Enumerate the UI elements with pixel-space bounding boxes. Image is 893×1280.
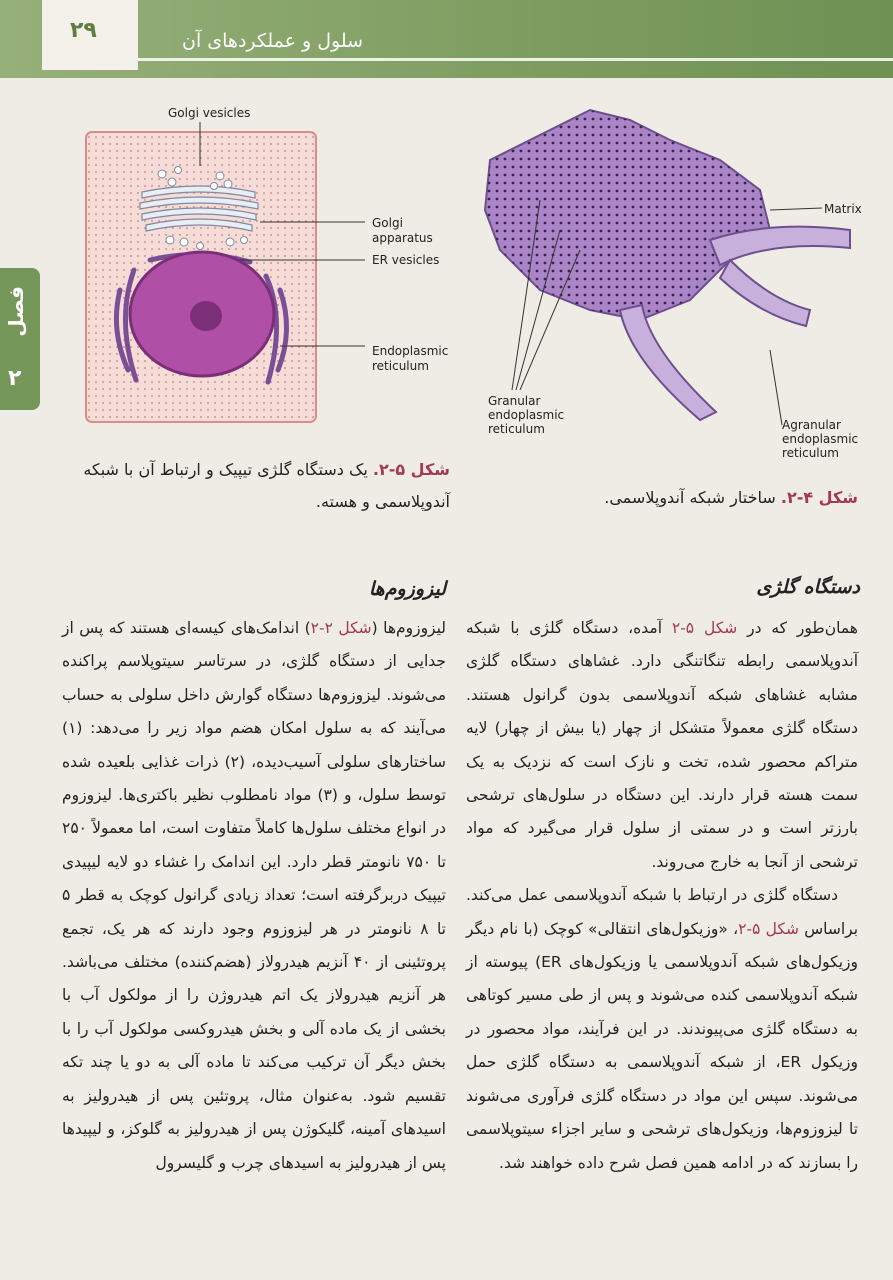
er-figure — [470, 100, 870, 465]
golgi-paragraph-1 — [466, 612, 858, 879]
golgi-paragraph-2 — [466, 879, 858, 1180]
caption-figure-2-5 — [70, 454, 450, 518]
golgi-p1-ref: شکل ۵-۲ — [671, 619, 738, 637]
caption-figure-2-5-text: یک دستگاه گلژی تیپیک و ارتباط آن با شبکه آندوپلاسمی و هسته. — [83, 460, 450, 511]
label-agranular-2: endoplasmic — [782, 432, 859, 446]
lysosome-p1-b: ) اندامک‌های کیسه‌ای هستند که پس از جدایی از دستگاه گلژی، در سرتاسر سیتوپلاسم پراکنده می‌شوند. لیزوزوم‌ها دستگاه گوارش داخل سلولی به حساب می‌آیند که به سلول امکان هضم مواد زیر را می‌دهد: (۱) ساختارهای سلولی آسیب‌دیده، (۲) ذرات غذایی بلعیده شده توسط سلول، و (۳) مواد نامطلوب نظیر باکتری‌ها. لیزوزوم در انواع مختلف سلول‌ها کاملاً متفاوت است، اما معمولاً ۲۵۰ تا ۷۵۰ نانومتر قطر دارد. این اندامک را غشاء دو لایه لیپیدی تیپیک دربرگرفته است؛ تعداد زیادی گرانول کوچک به قطر ۵ تا ۸ نانومتر در هر لیزوزوم وجود دارند که هر یک، تجمع پروتئینی از ۴۰ آنزیم هیدرولاز (هضم‌کننده) مختلف می‌باشد. هر آنزیم هیدرولاز یک اتم هیدروژن را از مولکول آب با بخشی از یک ماده آلی و بخش هیدروکسی مولکول آب را با بخش دیگر آن ترکیب می‌کند تا ماده آلی به دو یا چند تکه تقسیم شود. به‌عنوان مثال، پروتئین پس از هیدرولیز به اسیدهای آمینه، گلیکوژن پس از هیدرولیز به گلوکز، و لیپیدها پس از هیدرولیز به اسیدهای چرب و گلیسرول — [62, 619, 446, 1172]
golgi-p1-b: آمده، دستگاه گلژی با شبکه آندوپلاسمی رابطه تنگاتنگی دارد. غشاهای دستگاه گلژی مشابه غشاهای شبکه آندوپلاسمی بدون گرانول هستند. دستگاه گلژی معمولاً متشکل از چهار (یا بیش از چهار) لایه متراکم محصور شده، تخت و نازک است که نزدیک به یک سمت هسته قرار دارند. این دستگاه در سلول‌های ترشحی بارزتر است و در سمتی از سلول قرار می‌گیرد که مواد ترشحی از آنجا به خارج می‌روند. — [466, 619, 858, 871]
golgi-p2-ref: شکل ۵-۲ — [738, 919, 799, 938]
heading-golgi: دستگاه گلژی — [756, 576, 860, 598]
lysosome-paragraph-1 — [62, 612, 446, 1180]
lysosome-p1-a: لیزوزوم‌ها ( — [371, 619, 447, 637]
golgi-text-column — [466, 612, 858, 1180]
lysosome-text-column — [62, 612, 446, 1180]
label-golgi-vesicles: Golgi vesicles — [168, 106, 251, 120]
label-endoplasmic-2: reticulum — [372, 359, 429, 373]
lysosome-p1-ref: شکل ۲-۲ — [310, 619, 372, 637]
golgi-p2-b: ، «وزیکول‌های انتقالی» کوچک (با نام دیگر وزیکول‌های شبکه آندوپلاسمی یا وزیکول‌های ER) پیوسته از شبکه آندوپلاسمی کنده می‌شوند و پس از طی مسیر کوتاهی به دستگاه گلژی می‌پیوندند. در این فرآیند، مواد محصور در وزیکول ER، از شبکه آندوپلاسمی به دستگاه گلژی حمل می‌شوند. سپس این مواد در دستگاه گلژی فرآوری می‌شوند تا لیزوزوم‌ها، وزیکول‌های ترشحی و سایر اجزاء سیتوپلاسمی را بسازند که در ادامه همین فصل شرح داده خواهند شد. — [466, 919, 859, 1172]
label-agranular-1: Agranular — [782, 418, 841, 432]
label-granular-2: endoplasmic — [488, 408, 565, 422]
caption-figure-2-4-text: ساختار شبکه آندوپلاسمی. — [604, 488, 781, 507]
chapter-tab-label: فصل — [4, 286, 28, 337]
golgi-p2-a: دستگاه گلژی در ارتباط با شبکه آندوپلاسمی عمل می‌کند. براساس — [466, 886, 859, 938]
caption-figure-2-4-label: شکل ۴-۲. — [780, 488, 858, 507]
label-endoplasmic-1: Endoplasmic — [372, 344, 449, 358]
chapter-side-tab — [0, 268, 40, 410]
golgi-figure — [80, 100, 460, 430]
label-granular-1: Granular — [488, 394, 541, 408]
running-title: سلول و عملکردهای آن — [182, 30, 364, 52]
golgi-p1-a: همان‌طور که در — [737, 619, 858, 637]
page-header — [0, 0, 893, 78]
label-golgi-apparatus-1: Golgi — [372, 216, 403, 230]
label-matrix: Matrix — [824, 202, 862, 216]
chapter-tab-number: ۲ — [8, 366, 22, 391]
label-er-vesicles: ER vesicles — [372, 253, 440, 267]
label-granular-3: reticulum — [488, 422, 545, 436]
caption-figure-2-4 — [480, 482, 858, 514]
label-agranular-3: reticulum — [782, 446, 839, 460]
heading-lysosomes: لیزوزوم‌ها — [368, 578, 446, 600]
page-number: ۲۹ — [70, 18, 97, 43]
header-rule — [138, 58, 893, 61]
label-golgi-apparatus-2: apparatus — [372, 231, 433, 245]
caption-figure-2-5-label: شکل ۵-۲. — [372, 460, 450, 479]
